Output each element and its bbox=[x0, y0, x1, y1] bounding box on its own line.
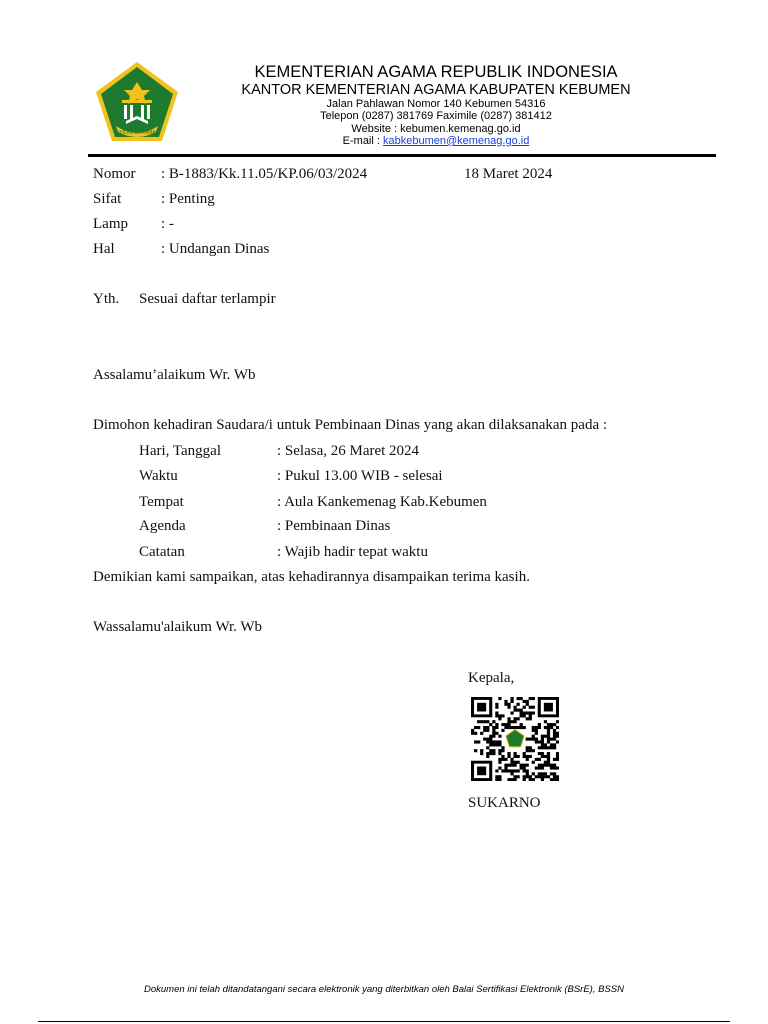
detail-value: : Aula Kankemenag Kab.Kebumen bbox=[277, 494, 487, 510]
hal-value: : Undangan Dinas bbox=[161, 241, 270, 257]
office-subtitle: KANTOR KEMENTERIAN AGAMA KABUPATEN KEBUMEN bbox=[241, 82, 631, 98]
office-email-line bbox=[200, 135, 672, 147]
hal-label: Hal bbox=[93, 241, 115, 257]
office-website: Website : kebumen.kemenag.go.id bbox=[351, 123, 521, 135]
office-address: Jalan Pahlawan Nomor 140 Kebumen 54316 bbox=[326, 98, 546, 110]
agency-title: KEMENTERIAN AGAMA REPUBLIK INDONESIA bbox=[254, 63, 618, 81]
signatory-name: SUKARNO bbox=[468, 795, 541, 811]
intro-paragraph: Dimohon kehadiran Saudara/i untuk Pembinaan Dinas yang akan dilaksanakan pada : bbox=[93, 417, 608, 433]
detail-label: Waktu bbox=[139, 468, 178, 484]
nomor-label: Nomor bbox=[93, 166, 136, 182]
greeting: Assalamu’alaikum Wr. Wb bbox=[93, 367, 256, 383]
signature-qr-code bbox=[471, 697, 559, 781]
detail-label: Catatan bbox=[139, 544, 185, 560]
detail-value: : Selasa, 26 Maret 2024 bbox=[277, 443, 420, 459]
detail-label: Agenda bbox=[139, 518, 186, 534]
recipient-value: Sesuai daftar terlampir bbox=[139, 291, 276, 307]
qr-code-icon bbox=[471, 697, 559, 781]
sifat-label: Sifat bbox=[93, 191, 122, 207]
e-signature-note: Dokumen ini telah ditandatangani secara elektronik yang diterbitkan oleh Balai Sertifikasi Elektronik (BSrE), BSSN bbox=[144, 984, 624, 995]
signatory-position: Kepala, bbox=[468, 670, 515, 686]
svg-text:IKHLAS BERAMAL: IKHLAS BERAMAL bbox=[115, 130, 159, 136]
farewell: Wassalamu'alaikum Wr. Wb bbox=[93, 619, 263, 635]
letter-date: 18 Maret 2024 bbox=[464, 166, 553, 182]
footer-divider bbox=[38, 1021, 730, 1022]
closing-paragraph: Demikian kami sampaikan, atas kehadirannya disampaikan terima kasih. bbox=[93, 569, 530, 585]
lamp-value: : - bbox=[161, 216, 174, 232]
nomor-value: : B-1883/Kk.11.05/KP.06/03/2024 bbox=[161, 166, 368, 182]
detail-label: Tempat bbox=[139, 494, 184, 510]
detail-value: : Wajib hadir tepat waktu bbox=[277, 544, 428, 560]
detail-label: Hari, Tanggal bbox=[139, 443, 221, 459]
email-link[interactable]: kabkebumen@kemenag.go.id bbox=[383, 135, 530, 147]
detail-value: : Pembinaan Dinas bbox=[277, 518, 391, 534]
kemenag-emblem-icon bbox=[94, 60, 180, 144]
header-divider bbox=[88, 154, 716, 157]
sifat-value: : Penting bbox=[161, 191, 215, 207]
lamp-label: Lamp bbox=[93, 216, 128, 232]
office-phone: Telepon (0287) 381769 Faximile (0287) 381412 bbox=[320, 110, 552, 122]
email-label: E-mail : bbox=[342, 135, 383, 147]
kemenag-logo bbox=[94, 60, 180, 144]
detail-value: : Pukul 13.00 WIB - selesai bbox=[277, 468, 443, 484]
recipient-label: Yth. bbox=[93, 291, 120, 307]
